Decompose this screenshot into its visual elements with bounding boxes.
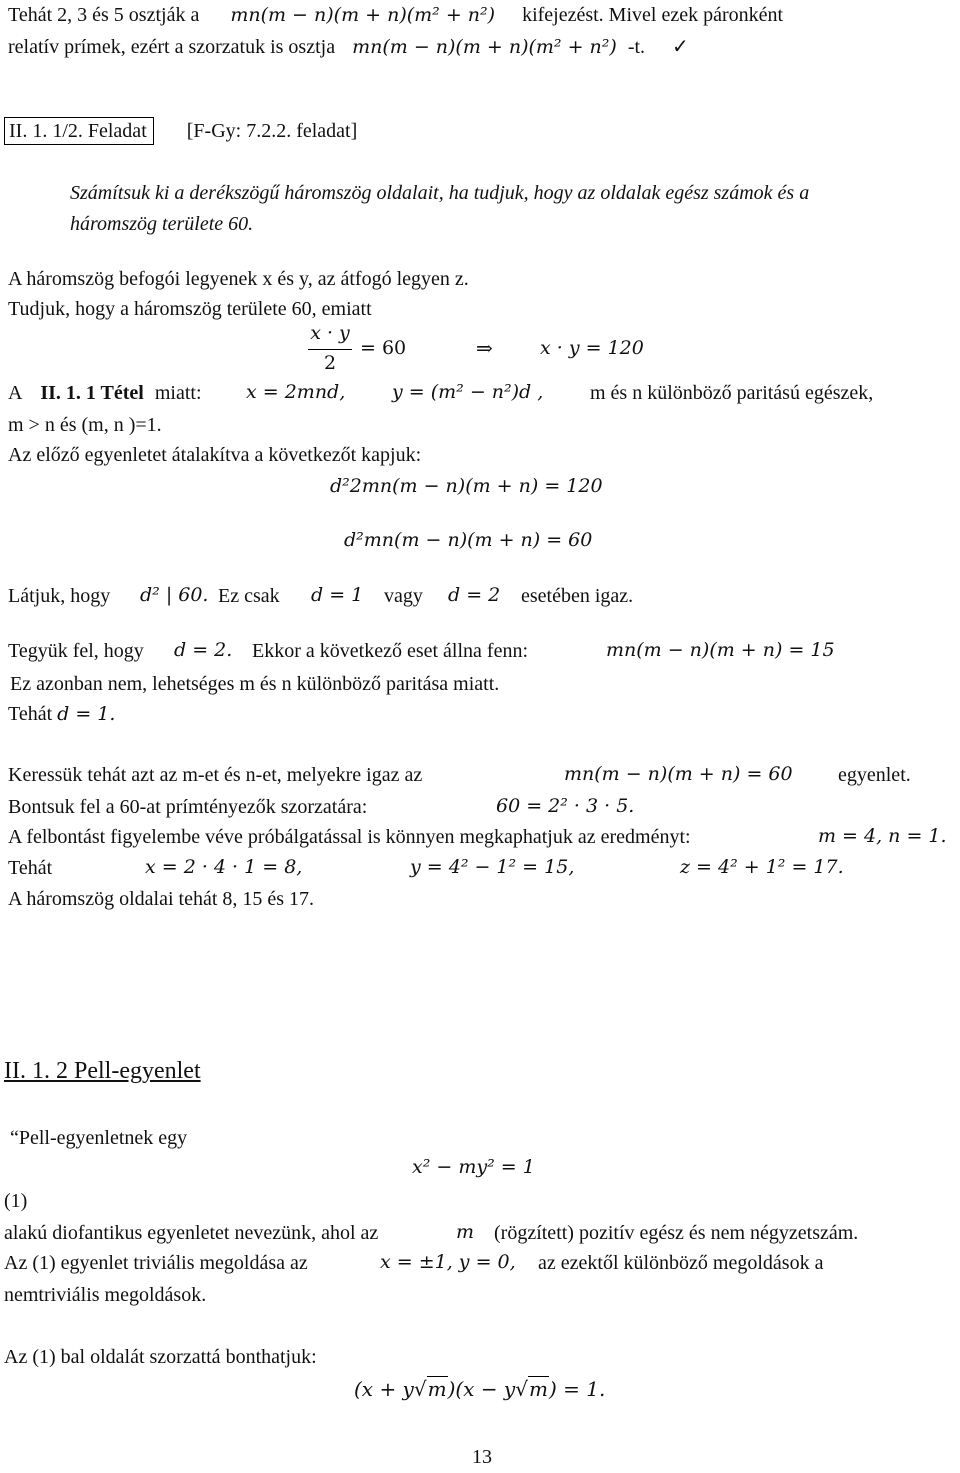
fraction-numerator: x · y [310,322,350,344]
formula: m [456,1221,475,1243]
formula-part: (x + y [354,1377,414,1401]
text: Tegyük fel, hogy [8,640,144,662]
conclusion-line [8,703,115,726]
text: miatt: [154,382,202,404]
solution-paragraph: A háromszög befogói legyenek x és y, az átfogó legyen z. [8,268,469,290]
text: (rögzített) pozitív egész és nem négyzetszám. [494,1222,859,1244]
formula: x = 2 · 4 · 1 = 8, [145,856,303,878]
formula: mn(m − n)(m + n) = 15 [606,639,835,661]
text: Ez csak [218,585,280,607]
text: Tehát [8,857,53,879]
section-heading: II. 1. 2 Pell-egyenlet [4,1058,201,1084]
text: Tehát 2, 3 és 5 osztják a [8,4,200,26]
fraction-bar [308,349,352,350]
formula: d = 1 [311,584,364,606]
text: esetében igaz. [521,585,634,607]
formula: 60 = 2² · 3 · 5. [496,795,635,817]
formula: y = 4² − 1² = 15, [410,856,575,878]
sqrt-sign: √ [413,1377,427,1401]
text: A felbontást figyelembe véve próbálgatással is könnyen megkaphatjuk az eredményt: [8,826,691,848]
equation: d²mn(m − n)(m + n) = 60 [344,529,593,551]
fraction-denominator: 2 [323,352,337,374]
theorem-line [8,382,202,405]
text: az ezektől különböző megoldások a [538,1252,824,1274]
pell-equation: x² − my² = 1 [412,1156,535,1178]
formula: d = 1. [57,703,116,725]
equation-number: (1) [4,1190,28,1212]
formula: d = 2 [448,584,501,606]
task-header [4,120,357,143]
solution-paragraph: Az előző egyenletet átalakítva a következőt kapjuk: [8,444,422,466]
text: Ez azonban nem, lehetséges m és n különböző paritása miatt. [10,673,500,695]
formula-part: m [427,1377,447,1401]
formula: x = ±1, y = 0, [380,1251,516,1273]
text: relatív prímek, ezért a szorzatuk is osztja [8,36,336,58]
task-statement-line-2: háromszög területe 60. [70,213,254,235]
text: Tehát [8,703,53,725]
factorization-formula [354,1378,605,1401]
text: nemtriviális megoldások. [4,1284,207,1306]
text: Látjuk, hogy [8,585,111,607]
task-label: II. 1. 1/2. Feladat [4,117,154,145]
text: Keressük tehát azt az m-et és n-et, melyekre igaz az [8,764,423,786]
theorem-reference: II. 1. 1 Tétel [40,382,144,404]
final-answer: A háromszög oldalai tehát 8, 15 és 17. [8,888,315,910]
formula: = 60 [360,337,407,359]
formula: x · y = 120 [540,337,644,359]
equation: d²2mn(m − n)(m + n) = 120 [330,475,603,497]
formula: mn(m − n)(m + n) = 60 [564,763,793,785]
formula-part: m [528,1377,548,1401]
formula: z = 4² + 1² = 17. [680,856,844,878]
formula: y = (m² − n²)d , [392,381,544,403]
text: -t. [627,36,646,58]
text: Az (1) bal oldalát szorzattá bonthatjuk: [4,1346,317,1368]
intro-line-1 [8,4,783,27]
text: Az (1) egyenlet triviális megoldása az [4,1252,308,1274]
text: Bontsuk fel a 60-at prímtényezők szorzatára: [8,796,368,818]
formula: m = 4, n = 1. [818,825,947,847]
page-number: 13 [472,1446,492,1468]
text: vagy [384,585,423,607]
text: A [8,382,22,404]
sqrt-sign: √ [515,1377,528,1401]
formula: x = 2mnd, [246,381,346,403]
text: alakú diofantikus egyenletet nevezünk, ahol az [4,1222,379,1244]
text: m és n különböző paritású egészek, [590,382,874,404]
solution-paragraph: Tudjuk, hogy a háromszög területe 60, emiatt [8,298,372,320]
intro-line-2 [8,36,689,59]
text: Ekkor a következő eset állna fenn: [252,640,528,662]
condition: m > n és (m, n )=1. [8,414,162,436]
text: “Pell-egyenletnek egy [10,1127,188,1149]
formula: mn(m − n)(m + n)(m² + n²) [352,36,617,58]
formula-part: )(x − y [447,1377,516,1401]
text: egyenlet. [838,764,911,786]
formula: d = 2. [174,639,233,661]
task-reference: [F-Gy: 7.2.2. feladat] [186,120,358,142]
formula-part: ) = 1. [548,1377,606,1401]
formula: mn(m − n)(m + n)(m² + n²) [230,4,496,26]
implies-symbol: ⇒ [476,338,493,360]
task-statement-line-1: Számítsuk ki a derékszögű háromszög oldalait, ha tudjuk, hogy az oldalak egész számok és a [70,182,810,204]
text: kifejezést. Mivel ezek páronként [522,4,784,26]
formula: d² | 60. [140,584,209,606]
check-icon: ✓ [672,36,689,58]
